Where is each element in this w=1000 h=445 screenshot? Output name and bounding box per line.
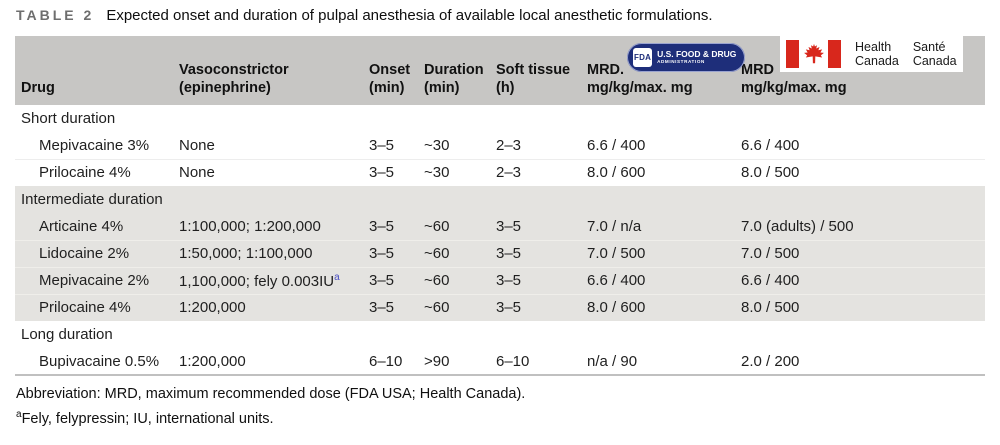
cell-onset: 3–5 — [365, 267, 420, 294]
cell-vasoconstrictor: 1:100,000; 1:200,000 — [175, 213, 365, 240]
footnote-a-marker: a — [16, 409, 22, 420]
cell-mrd-hc: 6.6 / 400 — [741, 136, 800, 154]
cell-soft-tissue: 3–5 — [492, 294, 583, 321]
section-row — [15, 186, 985, 213]
cell-mrd-fda: 7.0 / 500 — [583, 240, 737, 267]
footnote-marker: a — [334, 271, 340, 283]
table-row — [15, 213, 985, 240]
cell-duration: ~60 — [420, 294, 492, 321]
cell-onset: 3–5 — [365, 240, 420, 267]
table-caption — [16, 7, 713, 24]
table-row — [15, 267, 985, 294]
section-row — [15, 321, 985, 348]
cell-onset: 3–5 — [365, 159, 420, 186]
cell-duration: ~30 — [420, 159, 492, 186]
table-number: TABLE 2 — [16, 7, 95, 23]
fda-logo-line1: U.S. FOOD & DRUG — [657, 48, 737, 59]
cell-soft-tissue: 2–3 — [492, 159, 583, 186]
cell-onset: 3–5 — [365, 213, 420, 240]
cell-onset: 3–5 — [369, 136, 395, 154]
cell-duration: ~60 — [420, 240, 492, 267]
cell-mrd-hc: 8.0 / 500 — [737, 294, 985, 321]
col-header-onset: Onset (min) — [365, 36, 420, 105]
cell-drug: Prilocaine 4% — [15, 159, 175, 186]
cell-mrd-hc: 7.0 / 500 — [737, 240, 985, 267]
col-header-drug: Drug — [15, 36, 175, 105]
col-header-soft-tissue: Soft tissue (h) — [492, 36, 583, 105]
cell-drug: Mepivacaine 3% — [39, 136, 150, 154]
cell-soft-tissue: 6–10 — [492, 348, 583, 375]
cell-duration: >90 — [420, 348, 492, 375]
cell-onset: 6–10 — [365, 348, 420, 375]
section-label: Intermediate duration — [15, 186, 985, 213]
col-header-mrd-fda: MRD. FDA U.S. FOOD & DRUG ADMINISTRATION mg/kg/max. mg — [583, 36, 737, 105]
cell-drug: Lidocaine 2% — [15, 240, 175, 267]
cell-soft-tissue: 3–5 — [492, 213, 583, 240]
cell-drug: Mepivacaine 2% — [15, 267, 175, 294]
cell-drug: Bupivacaine 0.5% — [15, 348, 175, 375]
health-canada-en: Health Canada — [855, 39, 899, 68]
section-row — [15, 105, 985, 132]
col-header-vasoconstrictor: Vasoconstrictor (epinephrine) — [175, 36, 365, 105]
cell-mrd-hc: 8.0 / 500 — [737, 159, 985, 186]
health-canada-fr: Santé Canada — [912, 39, 957, 68]
cell-soft-tissue: 2–3 — [496, 136, 522, 154]
fda-logo — [627, 43, 745, 72]
cell-mrd-fda: 8.0 / 600 — [583, 159, 737, 186]
table-row — [15, 132, 985, 159]
cell-mrd-hc: 2.0 / 200 — [737, 348, 985, 375]
cell-drug: Prilocaine 4% — [15, 294, 175, 321]
cell-vasoconstrictor: 1:200,000 — [175, 294, 365, 321]
table-row — [15, 348, 985, 375]
fda-logo-line2: ADMINISTRATION — [657, 59, 705, 65]
fda-abbr-icon: FDA — [633, 48, 652, 67]
cell-mrd-fda: 6.6 / 400 — [587, 136, 646, 154]
cell-mrd-fda: 6.6 / 400 — [583, 267, 737, 294]
cell-mrd-hc: 6.6 / 400 — [737, 267, 985, 294]
cell-drug: Articaine 4% — [15, 213, 175, 240]
col-header-duration: Duration (min) — [420, 36, 492, 105]
col-header-mrd-health-canada: MRD Health Canada Santé Canada mg/kg/max. mg — [737, 36, 985, 105]
section-long-duration — [15, 321, 985, 375]
section-short-duration — [15, 105, 985, 186]
table-row — [15, 159, 985, 186]
cell-mrd-fda: 8.0 / 600 — [583, 294, 737, 321]
cell-vasoconstrictor: 1:50,000; 1:100,000 — [175, 240, 365, 267]
section-label: Short duration — [21, 110, 116, 127]
table-title: Expected onset and duration of pulpal anesthesia of available local anesthetic formulations. — [106, 7, 713, 24]
anesthetics-table — [15, 36, 985, 376]
section-intermediate-duration — [15, 186, 985, 321]
abbreviation-note: Abbreviation: MRD, maximum recommended dose (FDA USA; Health Canada). — [16, 386, 526, 402]
cell-duration: ~60 — [420, 267, 492, 294]
cell-duration: ~60 — [420, 213, 492, 240]
cell-vasoconstrictor: None — [175, 159, 365, 186]
table-row — [15, 240, 985, 267]
canada-flag-icon — [786, 40, 841, 68]
cell-duration: ~30 — [424, 136, 450, 154]
cell-vasoconstrictor: 1:200,000 — [175, 348, 365, 375]
cell-soft-tissue: 3–5 — [492, 267, 583, 294]
cell-mrd-hc: 7.0 (adults) / 500 — [737, 213, 985, 240]
cell-soft-tissue: 3–5 — [492, 240, 583, 267]
cell-mrd-fda: n/a / 90 — [583, 348, 737, 375]
cell-onset: 3–5 — [365, 294, 420, 321]
section-label: Long duration — [21, 326, 113, 343]
table-row — [15, 294, 985, 321]
cell-vasoconstrictor: None — [179, 136, 215, 154]
footnote-a: $^a$Fely, felypressin; IU, international units. — [16, 409, 274, 427]
cell-vasoconstrictor: 1,100,000; fely $0.003IU^a$ — [175, 267, 365, 294]
maple-leaf-icon — [803, 43, 825, 65]
cell-mrd-fda: 7.0 / n/a — [583, 213, 737, 240]
table-header — [15, 36, 985, 105]
health-canada-logo — [780, 36, 963, 72]
